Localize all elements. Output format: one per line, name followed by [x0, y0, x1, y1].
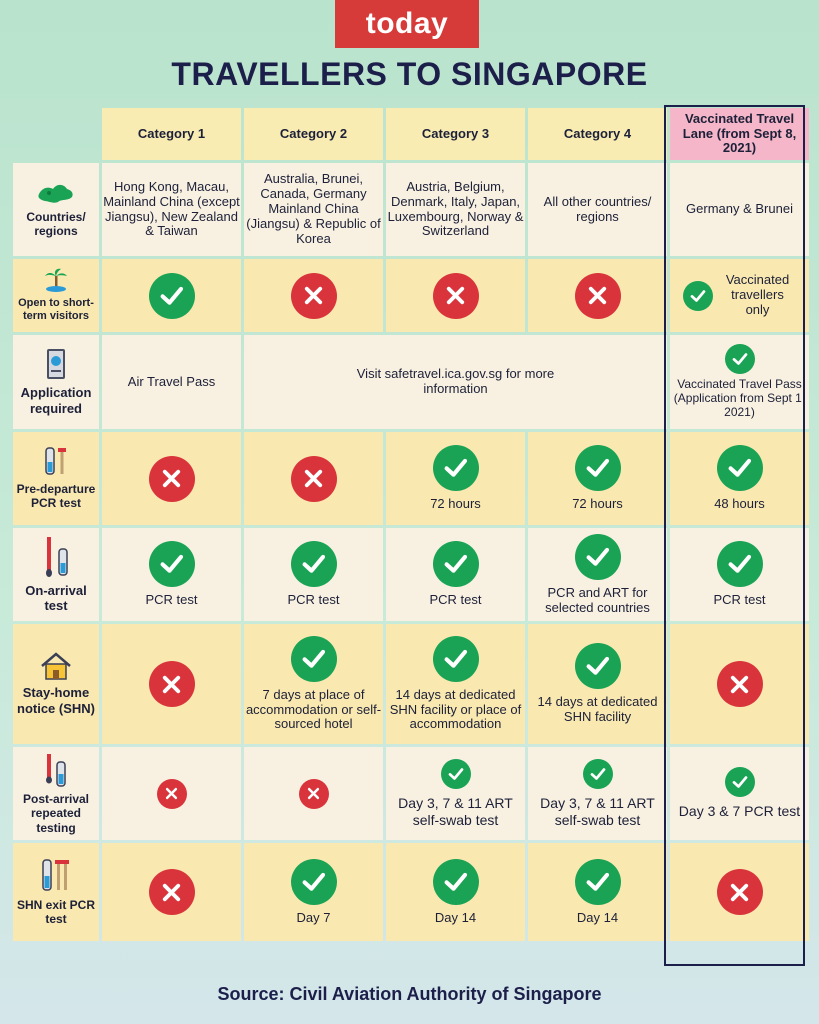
- short-term-vtl: [670, 259, 809, 332]
- tick-icon: [575, 445, 621, 491]
- swab-tube-icon: [43, 752, 69, 788]
- pre-departure-row: [13, 432, 809, 525]
- row-label-text: Open to short-term visitors: [18, 297, 94, 323]
- status-cell: [386, 747, 525, 840]
- cross-icon: [717, 661, 763, 707]
- countries-cat4: All other countries/ regions: [528, 163, 667, 256]
- status-cell: [670, 843, 809, 941]
- row-label-text: Post-arrival repeated testing: [22, 791, 90, 835]
- application-cat1: Air Travel Pass: [102, 335, 241, 429]
- status-cell: [670, 528, 809, 621]
- short-term-cat2: [244, 259, 383, 332]
- header-category-4: Category 4: [528, 108, 667, 160]
- header-category-3: Category 3: [386, 108, 525, 160]
- status-cell: [244, 432, 383, 525]
- status-cell: [670, 747, 809, 840]
- test-tube-icon: [42, 446, 70, 478]
- cell-note: PCR test: [429, 592, 482, 608]
- countries-cat1: Hong Kong, Macau, Mainland China (except Jiangsu), New Zealand & Taiwan: [102, 163, 241, 256]
- cell-note: Day 3, 7 & 11 ART self-swab test: [398, 795, 513, 828]
- cross-icon: [575, 273, 621, 319]
- cross-icon: [299, 779, 329, 809]
- row-label-pre-departure: [13, 432, 99, 525]
- row-label-text: On-arrival test: [25, 582, 87, 614]
- cross-icon: [291, 456, 337, 502]
- cross-icon: [717, 869, 763, 915]
- status-cell: [386, 843, 525, 941]
- cell-note: 72 hours: [572, 496, 623, 512]
- status-cell: [670, 432, 809, 525]
- tick-icon: [149, 541, 195, 587]
- cell-note: 14 days at dedicated SHN facility: [537, 694, 658, 724]
- status-cell: [102, 624, 241, 744]
- map-icon: [36, 180, 76, 206]
- tick-icon: [149, 273, 195, 319]
- tick-icon: [291, 541, 337, 587]
- status-cell: [528, 843, 667, 941]
- house-icon: [39, 651, 73, 681]
- cell-note: 72 hours: [430, 496, 481, 512]
- cell-note: Day 14: [434, 909, 477, 925]
- status-cell: [102, 432, 241, 525]
- row-label-text: Stay-home notice (SHN): [17, 685, 95, 716]
- tick-icon: [291, 636, 337, 682]
- swab-icon: [41, 535, 71, 579]
- tick-icon: [575, 643, 621, 689]
- status-cell: [102, 528, 241, 621]
- cell-note: PCR test: [287, 592, 340, 608]
- status-cell: [528, 432, 667, 525]
- corner-cell: [13, 108, 99, 160]
- tick-icon: [433, 636, 479, 682]
- test-kit-icon: [40, 858, 72, 894]
- tick-icon: [441, 759, 471, 789]
- tick-icon: [683, 281, 713, 311]
- cell-note: Day 14: [576, 909, 619, 925]
- countries-cat2: Australia, Brunei, Canada, Germany Mainland China (Jiangsu) & Republic of Korea: [244, 163, 383, 256]
- countries-cat3: Austria, Belgium, Denmark, Italy, Japan, Luxembourg, Norway & Switzerland: [386, 163, 525, 256]
- cross-icon: [149, 869, 195, 915]
- status-cell: [102, 843, 241, 941]
- short-term-cat3: [386, 259, 525, 332]
- tick-icon: [725, 344, 755, 374]
- vtl-note: Vaccinated Travel Pass (Application from Sept 1, 2021): [673, 377, 806, 419]
- tick-icon: [291, 859, 337, 905]
- tick-icon: [433, 541, 479, 587]
- cell-note: PCR and ART for selected countries: [545, 584, 650, 615]
- source-note: Source: Civil Aviation Authority of Singapore: [217, 984, 602, 1004]
- tick-icon: [717, 445, 763, 491]
- tick-icon: [725, 767, 755, 797]
- status-cell: [244, 747, 383, 840]
- status-cell: [528, 747, 667, 840]
- cell-note: Day 7: [296, 909, 331, 925]
- status-cell: [528, 528, 667, 621]
- application-merged-info: [244, 335, 667, 429]
- tick-icon: [433, 445, 479, 491]
- cell-note: 48 hours: [714, 496, 765, 512]
- cell-note: PCR test: [713, 592, 766, 608]
- row-label-text: SHN exit PCR test: [16, 897, 96, 926]
- cell-note: PCR test: [145, 592, 198, 608]
- row-label-countries: [13, 163, 99, 256]
- status-cell: [386, 528, 525, 621]
- row-label-on-arrival: [13, 528, 99, 621]
- cross-icon: [433, 273, 479, 319]
- tick-icon: [717, 541, 763, 587]
- cell-note: 14 days at dedicated SHN facility or place of accommodation: [389, 686, 522, 732]
- row-label-text: Countries/ regions: [26, 210, 86, 239]
- tick-icon: [433, 859, 479, 905]
- countries-vtl: Germany & Brunei: [670, 163, 809, 256]
- row-label-text: Application required: [20, 385, 92, 416]
- status-cell: [244, 843, 383, 941]
- row-label-post-arrival: [13, 747, 99, 840]
- application-vtl: [670, 335, 809, 429]
- row-label-text: Pre-departure PCR test: [16, 482, 96, 511]
- safetravel-note: Visit safetravel.ica.gov.sg for more information: [356, 366, 555, 396]
- row-label-application: [13, 335, 99, 429]
- cell-note: Day 3 & 7 PCR test: [678, 803, 801, 820]
- status-cell: [102, 747, 241, 840]
- cell-note: Day 3, 7 & 11 ART self-swab test: [540, 795, 655, 828]
- tick-icon: [575, 534, 621, 580]
- cross-icon: [149, 456, 195, 502]
- vtl-note: Vaccinated travellers only: [725, 272, 790, 317]
- cross-icon: [291, 273, 337, 319]
- travel-rules-table: [10, 105, 812, 944]
- row-label-shn: [13, 624, 99, 744]
- row-label-short-term: [13, 259, 99, 332]
- header-vtl: Vaccinated Travel Lane (from Sept 8, 2021): [670, 108, 809, 160]
- status-cell: [670, 624, 809, 744]
- today-logo: today: [335, 0, 479, 48]
- passport-icon: [45, 347, 67, 381]
- cell-note: 7 days at place of accommodation or self-sourced hotel: [245, 686, 382, 732]
- page-title: TRAVELLERS TO SINGAPORE: [171, 56, 648, 92]
- status-cell: [386, 624, 525, 744]
- tick-icon: [575, 859, 621, 905]
- palm-tree-icon: [43, 267, 69, 293]
- status-cell: [528, 624, 667, 744]
- status-cell: [386, 432, 525, 525]
- row-label-shn-exit: [13, 843, 99, 941]
- status-cell: [244, 624, 383, 744]
- header-category-1: Category 1: [102, 108, 241, 160]
- cross-icon: [149, 661, 195, 707]
- status-cell: [244, 528, 383, 621]
- header-category-2: Category 2: [244, 108, 383, 160]
- short-term-cat1: [102, 259, 241, 332]
- short-term-cat4: [528, 259, 667, 332]
- cross-icon: [157, 779, 187, 809]
- tick-icon: [583, 759, 613, 789]
